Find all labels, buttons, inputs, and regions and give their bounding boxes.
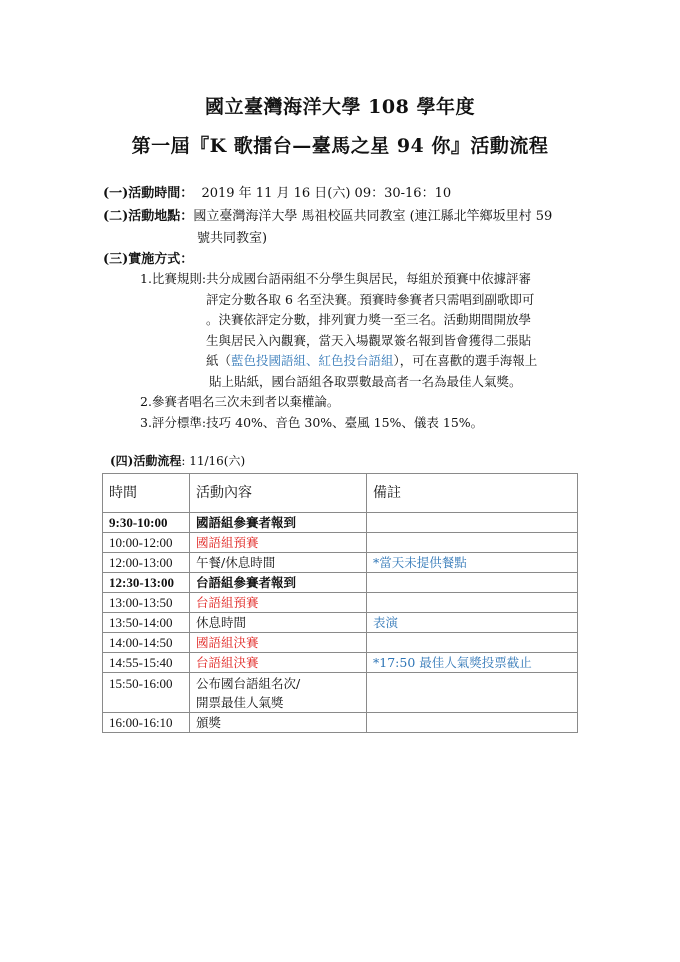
row-content-text-line2: 開票最佳人氣獎 xyxy=(196,695,284,710)
header-time: 時間 xyxy=(103,474,190,513)
header-content: 活動內容 xyxy=(190,474,367,513)
row-time: 16:00-16:10 xyxy=(103,713,190,733)
table-row xyxy=(103,533,578,553)
row-time: 15:50-16:00 xyxy=(103,673,190,713)
row-content-text: 台語組預賽 xyxy=(196,595,259,610)
table-row xyxy=(103,653,578,673)
row-content-text: 公布國台語組名次/ xyxy=(196,676,301,691)
row-time: 12:00-13:00 xyxy=(103,553,190,573)
section-time-label: (一)活動時間： xyxy=(103,186,194,201)
rule-1-line5-pre: 紙（ xyxy=(206,353,232,368)
table-row xyxy=(103,593,578,613)
rule-1-line: 。決賽依評定分數，排列實力獎一至三名。活動期間開放學 xyxy=(206,312,532,327)
row-time: 14:00-14:50 xyxy=(103,633,190,653)
row-content xyxy=(190,553,367,573)
row-note xyxy=(367,593,578,613)
document-subtitle: 第一屆『K 歌擂台—臺馬之星 94 你』活動流程 xyxy=(131,135,549,157)
rule-1-line: 共分成國台語兩組不分學生與居民，每組於預賽中依據評審 xyxy=(206,271,532,286)
document-title: 國立臺灣海洋大學 108 學年度 xyxy=(205,96,475,118)
row-time: 10:00-12:00 xyxy=(103,533,190,553)
table-row xyxy=(103,673,578,713)
section-time xyxy=(103,184,451,203)
row-time: 9:30-10:00 xyxy=(103,513,190,533)
row-note xyxy=(367,673,578,713)
row-note xyxy=(367,633,578,653)
section-place xyxy=(103,207,552,226)
row-note xyxy=(367,713,578,733)
row-content xyxy=(190,573,367,593)
row-time: 14:55-15:40 xyxy=(103,653,190,673)
row-content xyxy=(190,633,367,653)
rule-3: 3.評分標準:技巧 40%、音色 30%、臺風 15%、儀表 15%。 xyxy=(140,415,484,430)
row-content xyxy=(190,713,367,733)
table-row xyxy=(103,573,578,593)
row-content xyxy=(190,673,367,713)
section-schedule-label: (四)活動流程 xyxy=(110,454,182,468)
table-row xyxy=(103,613,578,633)
rule-1-line5-post: ），可在喜歡的選手海報上 xyxy=(393,353,538,368)
schedule-table xyxy=(102,473,578,733)
row-content-text: 國語組參賽者報到 xyxy=(196,515,297,530)
section-method-label: (三)實施方式： xyxy=(103,252,194,267)
rule-1-line: 貼上貼紙，國台語組各取票數最高者一名為最佳人氣獎。 xyxy=(209,373,522,389)
row-content xyxy=(190,533,367,553)
rule-1-line: 生與居民入內觀賽，當天入場觀眾簽名報到皆會獲得二張貼 xyxy=(206,332,532,348)
row-note xyxy=(367,533,578,553)
sticker-color-note: 藍色投國語組、紅色投台語組 xyxy=(231,353,394,368)
row-content xyxy=(190,653,367,673)
row-content xyxy=(190,593,367,613)
row-note xyxy=(367,573,578,593)
header-note: 備註 xyxy=(367,474,578,513)
table-row xyxy=(103,633,578,653)
row-content-text: 頒獎 xyxy=(196,715,222,730)
section-place-value-line1: 國立臺灣海洋大學 馬祖校區共同教室 (連江縣北竿鄉坂里村 59 xyxy=(193,209,553,224)
row-time: 12:30-13:00 xyxy=(103,573,190,593)
row-time: 13:00-13:50 xyxy=(103,593,190,613)
row-note xyxy=(367,513,578,533)
row-content-text: 台語組參賽者報到 xyxy=(196,575,297,590)
rule-1-label: 1.比賽規則: xyxy=(140,271,207,286)
row-content-text: 國語組預賽 xyxy=(196,535,259,550)
rule-1-line xyxy=(206,351,586,372)
rule-1-text xyxy=(206,269,586,392)
table-row xyxy=(103,513,578,533)
section-place-label: (二)活動地點： xyxy=(103,209,194,224)
rule-2: 2.參賽者唱名三次未到者以棄權論。 xyxy=(140,394,340,409)
row-note: *當天未提供餐點 xyxy=(367,553,578,573)
row-content xyxy=(190,613,367,633)
table-header-row xyxy=(103,474,578,513)
table-row xyxy=(103,553,578,573)
row-note: 表演 xyxy=(367,613,578,633)
row-time: 13:50-14:00 xyxy=(103,613,190,633)
row-content-text: 國語組決賽 xyxy=(196,635,259,650)
row-content-text: 午餐/休息時間 xyxy=(196,555,276,570)
row-note: *17:50 最佳人氣獎投票截止 xyxy=(367,653,578,673)
section-time-value: 2019 年 11 月 16 日(六) 09：30-16：10 xyxy=(201,186,452,201)
row-content xyxy=(190,513,367,533)
section-place-value-line2: 號共同教室) xyxy=(197,231,268,246)
table-row xyxy=(103,713,578,733)
row-content-text: 台語組決賽 xyxy=(196,655,259,670)
section-schedule xyxy=(110,452,245,471)
section-schedule-date: : 11/16(六) xyxy=(181,454,246,468)
rule-1-line: 評定分數各取 6 名至決賽。預賽時參賽者只需唱到副歌即可 xyxy=(206,291,535,307)
row-content-text: 休息時間 xyxy=(196,615,247,630)
